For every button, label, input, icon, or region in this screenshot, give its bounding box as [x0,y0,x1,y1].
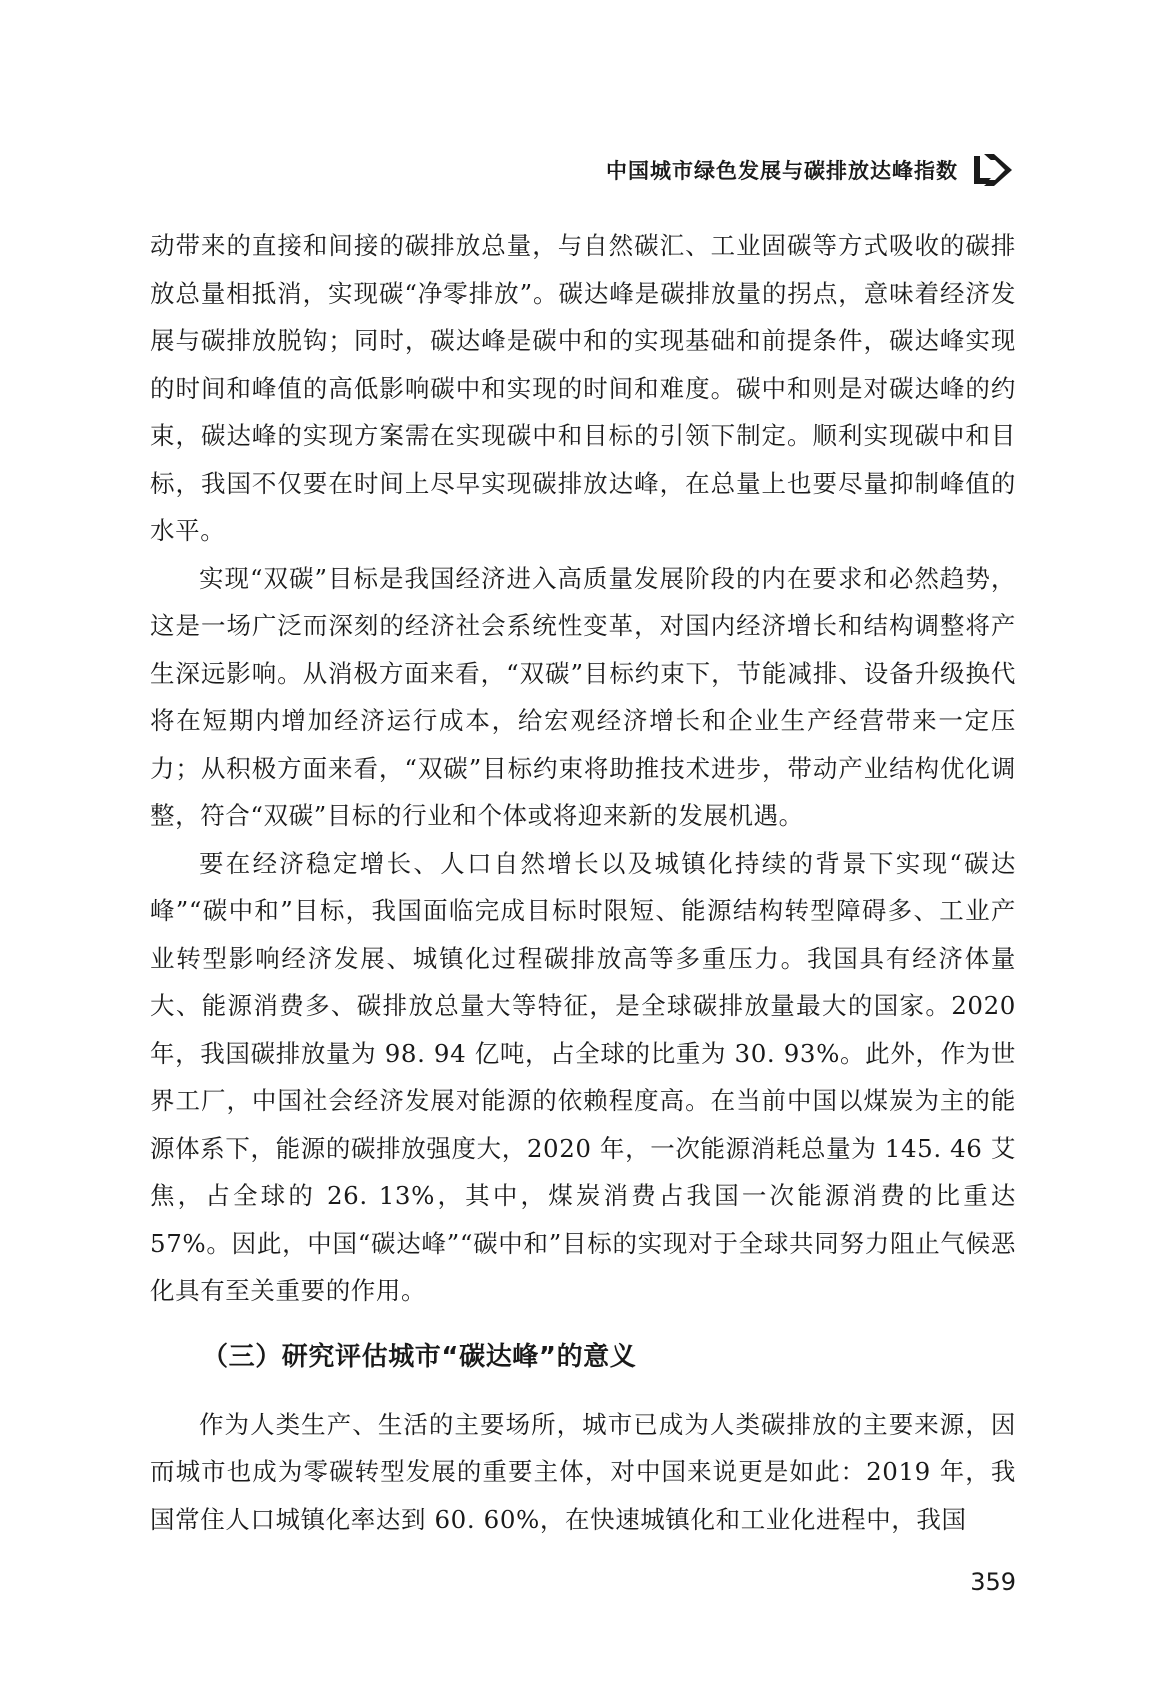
paragraph-continued: 动带来的直接和间接的碳排放总量，与自然碳汇、工业固碳等方式吸收的碳排放总量相抵消，实现碳“净零排放”。碳达峰是碳排放量的拐点，意味着经济发展与碳排放脱钩；同时，碳达峰是碳中和的实现基础和前提条件，碳达峰实现的时间和峰值的高低影响碳中和实现的时间和难度。碳中和则是对碳达峰的约束，碳达峰的实现方案需在实现碳中和目标的引领下制定。顺利实现碳中和目标，我国不仅要在时间上尽早实现碳排放达峰，在总量上也要尽量抑制峰值的水平。 [150,231,1016,545]
running-header-title: 中国城市绿色发展与碳排放达峰指数 [606,159,958,183]
running-header [606,150,1020,190]
page-number: 359 [970,1568,1016,1596]
chevron-corner-mark-icon [972,150,1020,190]
paragraph-pressures: 要在经济稳定增长、人口自然增长以及城镇化持续的背景下实现“碳达峰”“碳中和”目标，我国面临完成目标时限短、能源结构转型障碍多、工业产业转型影响经济发展、城镇化过程碳排放高等多重压力。我国具有经济体量大、能源消费多、碳排放总量大等特征，是全球碳排放量最大的国家。2020 年，我国碳排放量为 98. 94 亿吨，占全球的比重为 30. 93%。此外，作为世界工厂，中国社会经济发展对能源的依赖程度高。在当前中国以煤炭为主的能源体系下，能源的碳排放强度大，2020 年，一次能源消耗总量为 145. 46 艾焦，占全球的 26. 13%，其中，煤炭消费占我国一次能源消费的比重达 57%。因此，中国“碳达峰”“碳中和”目标的实现对于全球共同努力阻止气候恶化具有至关重要的作用。 [150,848,1016,1305]
page-body [150,222,1016,1543]
paragraph-dual-carbon-goal: 实现“双碳”目标是我国经济进入高质量发展阶段的内在要求和必然趋势，这是一场广泛而深刻的经济社会系统性变革，对国内经济增长和结构调整将产生深远影响。从消极方面来看，“双碳”目标约束下，节能减排、设备升级换代将在短期内增加经济运行成本，给宏观经济增长和企业生产经营带来一定压力；从积极方面来看，“双碳”目标约束将助推技术进步，带动产业结构优化调整，符合“双碳”目标的行业和个体或将迎来新的发展机遇。 [150,563,1016,830]
paragraph-city-significance: 作为人类生产、生活的主要场所，城市已成为人类碳排放的主要来源，因而城市也成为零碳转型发展的重要主体，对中国来说更是如此：2019 年，我国常住人口城镇化率达到 60. 60%，在快速城镇化和工业化进程中，我国 [150,1409,1016,1534]
section-heading: （三）研究评估城市“碳达峰”的意义 [202,1341,637,1372]
